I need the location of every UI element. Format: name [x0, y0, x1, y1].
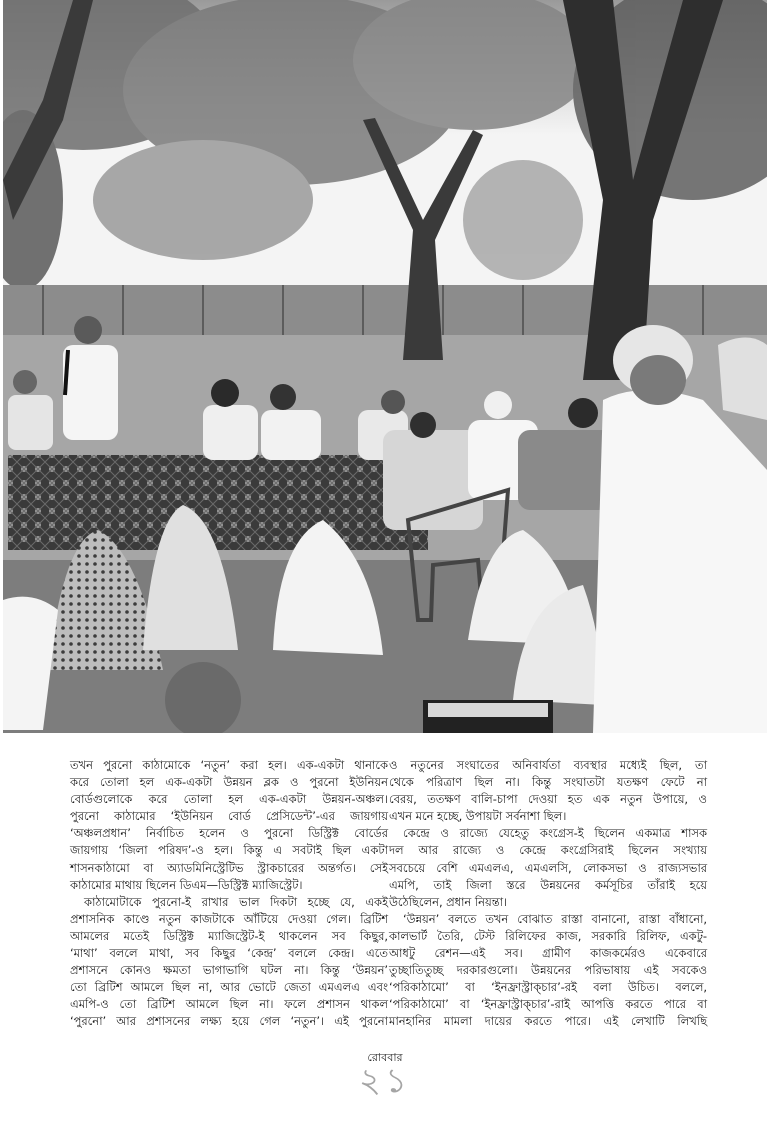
text-line: ‘মাথা’ বললে মাথা, সব কিছুর ‘কেন্দ্র’ বললে কেন্দ্র। এতে: [70, 946, 388, 961]
text-line: বেরয়, ততক্ষণ বালি-চাপা দেওয়া হত এক নতুন উপায়ে, ও: [389, 792, 707, 807]
footer-section-label: রোববার: [367, 1051, 403, 1064]
text-line: এমপি, তাই জিলা স্তরে উন্নয়নের কর্মসূচির তাঁরাই হয়ে: [389, 877, 707, 892]
page-number: ২১: [358, 1061, 412, 1101]
text-line: এখন মনে হচ্ছে, উপায়টা সর্বনাশা ছিল।: [389, 809, 567, 824]
text-line: কালভার্ট তৈরি, টেস্ট রিলিফের কাজ, সরকারি রিলিফ, একটু-: [389, 928, 707, 943]
text-line: প্রশাসনে কোনও ক্ষমতা ভাগাভাগি ঘটল না। কিন্তু ‘উন্নয়ন’: [70, 963, 388, 978]
article-photo: [3, 0, 767, 733]
text-line: ‘পরিকাঠামো’ বা ‘ইনফ্রাস্ট্রাক্‌চার’-রই বলা উচিত। বললে,: [389, 980, 707, 995]
text-line: কাঠামোটাকে পুরনো-ই রাখার ভাল দিকটা হচ্ছে যে, একই: [84, 894, 388, 909]
article-column-right: [389, 757, 707, 1031]
text-line: তুচ্ছাতিতুচ্ছ দরকারগুলো। উন্নয়নের পরিভাষায় এই সবকেও: [389, 963, 707, 978]
text-line: ‘পুরনো’ আর প্রশাসনের লক্ষ্য হয়ে গেল ‘নতুন’। এই পুরনো: [70, 1014, 388, 1029]
text-line: ‘পরিকাঠামো’ বা ‘ইনফ্রাস্ট্রাক্‌চার’-রাই আপত্তি করতে পারে বা: [389, 997, 707, 1012]
text-line: প্রশাসনিক কাণ্ডে নতুন কাজটাকে আঁটিয়ে দেওয়া গেল। ব্রিটিশ: [70, 911, 388, 926]
text-line: ‘অঞ্চলপ্রধান’ নির্বাচিত হলেন ও পুরনো ডিস্ট্রিক্ট বোর্ডের: [70, 826, 388, 841]
text-line: জায়গায় ‘জিলা পরিষদ’-ও হল। কিন্তু এ সবটাই ছিল একটা: [70, 843, 388, 858]
text-line: ‘উন্নয়ন’ বলতে তখন বোঝাত রাস্তা বানানো, রাস্তা বাঁধানো,: [403, 911, 707, 926]
village-meeting-photo: [3, 0, 767, 733]
meeting-table: [8, 455, 428, 550]
text-line: কাঠামোর মাথায় ছিলেন ডিএম—ডিস্ট্রিক্ট ম্যাজিস্ট্রেট।: [70, 877, 303, 892]
text-line: শাসনকাঠামো বা অ্যাডমিনিস্ট্রেটিভ স্ট্রাকচারের অন্তর্গত। সেই: [70, 860, 388, 875]
text-line: তো ব্রিটিশ আমলে ছিল না, আর ভোটে জেতা এমএলএ এবং: [70, 980, 388, 995]
text-line: সবচেয়ে বেশি এমএলএ, এমএলসি, লোকসভা ও রাজ্যসভার: [389, 860, 707, 875]
text-line: উঠেছিলেন, প্রধান নিয়ন্তা।: [389, 894, 508, 909]
text-line: আমলের মতেই ডিস্ট্রিক্ট ম্যাজিস্ট্রেট-ই থাকলেন সব কিছুর,: [70, 928, 388, 943]
text-line: ও নতুনের সংঘাতের অনিবার্যতা ব্যবস্থার মধ্যেই ছিল, তা: [389, 758, 707, 772]
article-column-left: [70, 757, 388, 1031]
text-line: দল আর রাজ্যে ও কেন্দ্রে কংগ্রেসিরাই ছিলেন সংখ্যায়: [389, 843, 707, 858]
text-line: এমপি-ও তো ব্রিটিশ আমলে ছিল না। ফলে প্রশাসন থাকল: [70, 997, 388, 1012]
text-line: পুরনো কাঠামোর ‘ইউনিয়ন বোর্ড প্রেসিডেন্ট’-এর জায়গায়: [70, 809, 388, 824]
text-line: করে তোলা হল এক-একটা উন্নয়ন ব্লক ও পুরনো ইউনিয়ন: [70, 775, 388, 790]
text-line: থেকে পরিত্রাণ ছিল না। কিন্তু সংঘাতটা যতক্ষণ ফেটে না: [389, 775, 707, 790]
text-line: বোর্ডগুলোকে করে তোলা হল এক-একটা উন্নয়ন-অঞ্চল।: [70, 792, 388, 807]
text-line: মানহানির মামলা দায়ের করতে পারে। এই লেখাটি লিখছি: [389, 1014, 707, 1029]
text-line: তখন পুরনো কাঠামোকে ‘নতুন’ করা হল। এক-একটা থানাকে: [70, 758, 388, 772]
text-line: কেন্দ্রে ও রাজ্যে যেহেতু কংগ্রেস-ই ছিলেন একমাত্র শাসক: [403, 826, 707, 841]
text-line: আধটু রেশন—এই সব। গ্রামীণ কাজকর্মেরও একেবারে: [389, 946, 707, 961]
